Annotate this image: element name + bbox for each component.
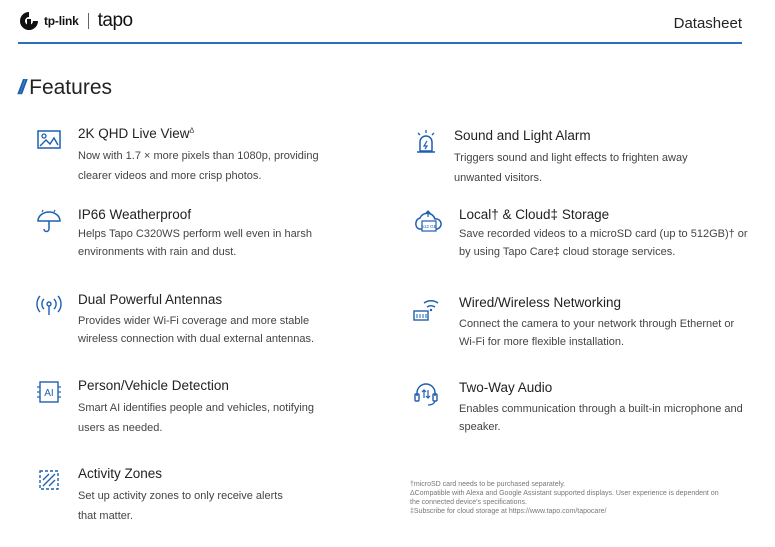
picture-icon	[35, 126, 63, 154]
network-icon	[412, 295, 440, 323]
doc-type-label: Datasheet	[673, 15, 742, 32]
brand-separator	[88, 13, 89, 29]
feature-desc: Enables communication through a built-in microphone and speaker.	[459, 403, 743, 433]
section-title	[18, 76, 112, 100]
cloud-storage-icon	[412, 207, 444, 237]
svg-text:512 GB: 512 GB	[421, 224, 437, 229]
footnote: †microSD card needs to be purchased separately.	[410, 481, 566, 488]
feature-title: IP66 Weatherproof	[78, 207, 192, 222]
header-rule	[18, 42, 742, 44]
tplink-logo-icon	[18, 10, 40, 32]
section-slash-icon: //	[18, 76, 24, 99]
footnote: ‡Subscribe for cloud storage at https://www.tapo.com/tapocare/	[410, 508, 607, 515]
page-header	[0, 0, 775, 44]
footnotes	[410, 480, 730, 516]
feature-desc: Triggers sound and light effects to frighten away unwanted visitors.	[454, 152, 688, 184]
feature-title: Sound and Light Alarm	[454, 128, 591, 143]
feature-desc: Set up activity zones to only receive alerts that matter.	[78, 490, 283, 522]
section-title-text: Features	[29, 76, 112, 99]
ai-chip-icon	[35, 378, 63, 406]
feature-desc: Now with 1.7 × more pixels than 1080p, providing clearer videos and more crisp photos.	[78, 150, 319, 182]
headset-icon	[412, 380, 440, 408]
feature-title: Person/Vehicle Detection	[78, 378, 229, 393]
alarm-icon	[412, 128, 440, 156]
feature-title: Dual Powerful Antennas	[78, 292, 223, 307]
feature-desc: Connect the camera to your network through Ethernet or Wi-Fi for more flexible installation.	[459, 318, 735, 348]
feature-title: Activity Zones	[78, 466, 163, 481]
brand-logo	[18, 10, 133, 32]
brand-tplink: tp-link	[44, 14, 79, 28]
umbrella-icon	[35, 207, 63, 235]
feature-desc: Smart AI identifies people and vehicles, notifying users as needed.	[78, 402, 315, 434]
feature-title: 2K QHD Live View$^\Delta$	[78, 126, 195, 141]
feature-title: Two-Way Audio	[459, 380, 553, 395]
feature-desc: Helps Tapo C320WS perform well even in harsh environments with rain and dust.	[78, 228, 312, 258]
antenna-icon	[35, 292, 63, 320]
feature-desc: Provides wider Wi-Fi coverage and more stable wireless connection with dual external antennas.	[78, 315, 315, 345]
zone-icon	[35, 466, 63, 494]
brand-tapo: tapo	[97, 10, 133, 31]
footnote: ΔCompatible with Alexa and Google Assistant supported displays. User experience is dependent on the connected device's specifications.	[410, 490, 719, 506]
feature-title: Local† & Cloud‡ Storage	[459, 207, 610, 222]
feature-title: Wired/Wireless Networking	[459, 295, 622, 310]
feature-desc: Save recorded videos to a microSD card (up to 512GB)† or by using Tapo Care‡ cloud storage services.	[459, 228, 748, 258]
svg-text:AI: AI	[44, 388, 54, 399]
